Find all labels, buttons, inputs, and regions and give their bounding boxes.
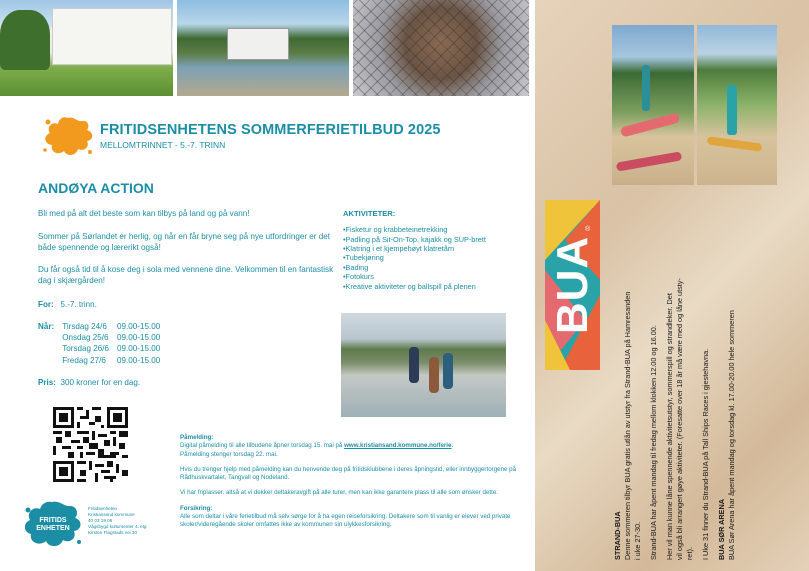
schedule-day: Fredag 27/6 [62,355,106,365]
intro-paragraph-3: Du får også tid til å kose deg i sola med vennene dine. Velkommen til en fantastisk dag i skjærgården! [38,265,334,286]
photo-kids-in-water [341,313,506,417]
strand-bua-heading: STRAND-BUA [613,511,622,560]
schedule [38,321,168,366]
schedule-row [38,355,168,366]
photo-beach-paddleboards [612,25,694,185]
address-line: Kirsten Flagstads vei 30 [88,530,138,535]
schedule-row [38,332,168,343]
address-line: Vågsbygd kultursenter 4. etg [88,524,147,529]
schedule-time: 09.00-15.00 [117,322,161,331]
photo-boathouse-beach [177,0,349,96]
insurance-text: Alle som deltar i våre ferietilbud må selv sørge for å ha egen reiseforsikring. Deltakere som til vanlig er elever ved private skoler/videregående skoler omfattes ikke av kommunen sin ulykkesforsikring. [180,513,511,529]
strand-bua-line: vil også bli arrangert gøye aktiviteter. (Foresatte over 18 år må være med og låne utsty- [675,278,684,560]
intro-paragraph-2: Sommer på Sørlandet er herlig, og når en får bryne seg på nye utfordringer er det både spennende og lærerikt også! [38,232,330,253]
strand-bua-line: ret). [685,547,694,560]
strand-bua-line: Her vil man kunne låne spennende aktivitetsutstyr, sommerspill og strandleker. Det [665,293,674,560]
schedule-day: Onsdag 25/6 [62,333,109,343]
schedule-day: Torsdag 26/6 [62,344,109,354]
activity-item: •Padling på Sit-On-Top, kajakk og SUP-brett [343,234,486,244]
price-value: 300 kroner for en dag. [60,378,141,387]
registration-text: Digital påmelding til alle tilbudene åpner torsdag 15. mai på www.kristiansand.kommune.no/ferie. [180,442,454,450]
strand-bua-line: I Uke 31 finner du Strand-BUA på Tall Ships Races i gjestehavna. [701,348,710,560]
logo-text-line1: FRITIDS [39,517,67,524]
address-block [88,506,168,536]
help-text: Hvis du trenger hjelp med påmelding kan du henvende deg på fritidsklubbene i deres åpningstid, eller innbyggertorgene på Rådhuskvartalet, Tangvall og Nodeland. [180,465,517,482]
photo-beach-activity [697,25,777,185]
strand-bua-line: Denne sommeren tilbyr BUA gratis utlån av utstyr fra Strand-BUA på Hamresanden [623,291,632,560]
strand-bua-line: i uke 27-30. [633,521,642,560]
schedule-time: 09.00-15.00 [117,333,161,343]
schedule-table [38,321,168,366]
intro-paragraph-1: Bli med på alt det beste som kan tilbys på land og på vann! [38,209,250,218]
address-line: Kristiansand kommune [88,512,135,517]
registered-mark: ® [585,226,591,233]
activity-item: •Bading [343,262,369,272]
strand-bua-line: Strand-BUA har åpent mandag til fredag mellom klokken 12.00 og 16.00. [649,325,658,560]
registration-heading: Påmelding: [180,434,214,441]
activities [343,208,533,291]
qr-code[interactable] [53,407,128,482]
free-places-text: Vi har friplasser. altså at vi dekker deltakeravgift på alle turer, men kan ikke garantere plass til alle som ønsker dette. [180,489,499,497]
activity-item: •Kreative aktiviteter og ballspill på plenen [343,281,476,291]
schedule-time: 09.00-15.00 [117,355,161,365]
for-label: For: [38,300,54,309]
schedule-row [38,321,168,332]
bua-info-rotated [613,278,737,560]
schedule-time: 09.00-15.00 [117,344,161,354]
bua-wordmark: BUA [548,235,597,335]
price-label: Pris: [38,378,56,387]
for-value: 5.-7. trinn. [60,300,97,309]
photo-white-house-yard [0,0,173,96]
schedule-row [38,343,168,354]
activities-list [343,225,533,291]
fritidsenheten-logo [22,498,84,550]
insurance-heading: Forsikring: [180,504,213,512]
activity-item: •Tubekjøring [343,253,384,263]
address-line: 40 03 19 06 [88,518,113,523]
activities-heading: AKTIVITETER: [343,209,396,218]
logo-text-line2: ENHETEN [36,525,70,532]
address-line: Fritidsenheten [88,506,118,511]
price [38,377,140,388]
registration-closing: Påmelding stenger torsdag 22. mai. [180,450,278,458]
registration-info [180,434,520,530]
registration-link[interactable]: www.kristiansand.kommune.no/ferie [344,442,452,450]
bua-arena-heading: BUA SØR ARENA [717,498,726,560]
photo-crabs-in-net [353,0,529,96]
activity-item: •Klatring i et kjempehøyt klatretårn [343,244,455,254]
schedule-day: Tirsdag 24/6 [62,322,107,331]
bua-arena-line: BUA Sør Arena har åpent mandag og torsdag kl. 17.00-20.00 hele sommeren [727,310,736,560]
when-label: Når: [38,322,55,331]
target-group [38,299,97,310]
activity-item: •Fotokurs [343,272,374,282]
section-heading: ANDØYA ACTION [38,180,154,196]
page-title: FRITIDSENHETENS SOMMERFERIETILBUD 2025 [100,122,441,138]
page-subtitle: MELLOMTRINNET - 5.-7. TRINN [100,140,226,150]
activity-item: •Fisketur og krabbeteinetrekking [343,225,448,235]
orange-splash-logo [40,112,96,160]
bua-logo [545,200,600,370]
